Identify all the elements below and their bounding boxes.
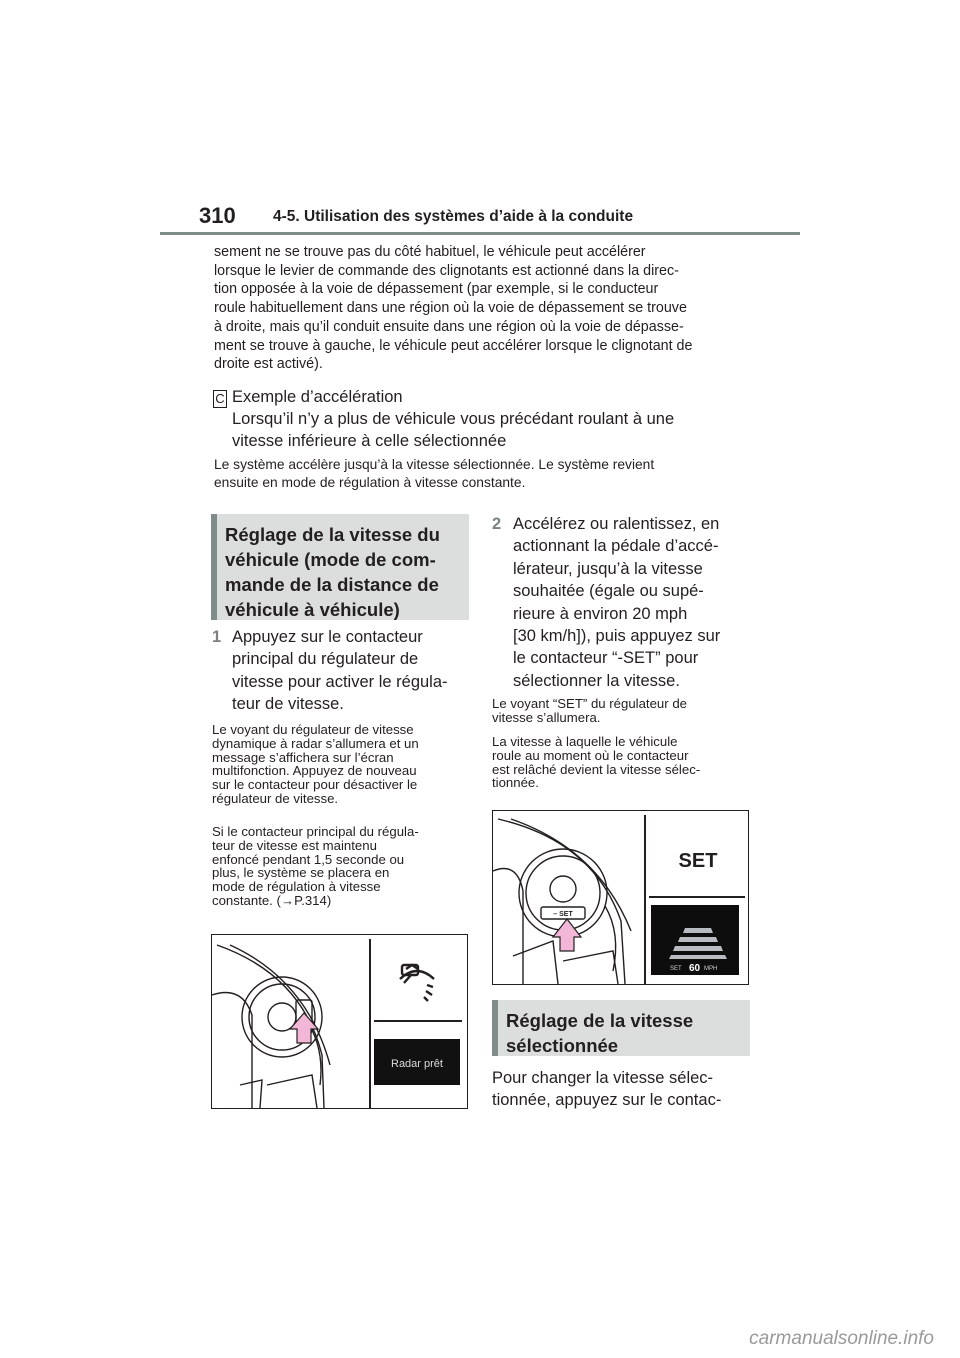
example-label-c: C bbox=[213, 390, 227, 408]
arrow-icon bbox=[290, 1013, 318, 1043]
intro-paragraph: sement ne se trouve pas du côté habituel, le véhicule peut accélérer lorsque le levier de commande des clignotants est actionné dans la direc- tion opposée à la voie de dépassement (par exemple, si le conducteur roule habituellement dans une région où la voie de dépassement se trouve à droite, mais qu’il conduit ensuite dans une région où la voie de dépasse- ment se trouve à gauche, le véhicule peut accélérer lorsque le clignotant de droite est activé). bbox=[214, 244, 693, 373]
step-2-note-b: La vitesse à laquelle le véhicule roule au moment où le contacteur est relâché devient la vitesse sélec- tionnée. bbox=[492, 734, 701, 791]
display-text-radar-ready: Radar prêt bbox=[391, 1058, 443, 1070]
set-speed-value: 60 bbox=[689, 963, 701, 974]
example-c-body: Le système accélère jusqu’à la vitesse sélectionnée. Le système revient ensuite en mode de régulation à vitesse constante. bbox=[214, 457, 655, 490]
step-1-note-a: Le voyant du régulateur de vitesse dynamique à radar s’allumera et un message s’affichera sur l’écran multifonction. Appuyez de nouveau sur le contacteur pour désactiver le régulateur de vitesse. bbox=[212, 722, 419, 806]
header-rule bbox=[160, 232, 800, 235]
arrow-icon bbox=[553, 919, 581, 951]
step-1-number: 1 bbox=[212, 628, 222, 646]
set-switch-label: – SET bbox=[553, 911, 573, 918]
steering-wheel-illustration-2 bbox=[493, 811, 748, 984]
example-c-heading: Exemple d’accélération Lorsqu’il n’y a plus de véhicule vous précédant roulant à une vitesse inférieure à celle sélectionnée bbox=[232, 388, 675, 450]
steering-wheel-illustration-1 bbox=[212, 935, 467, 1108]
step-2-number: 2 bbox=[492, 515, 502, 533]
set-indicator-text: SET bbox=[678, 850, 718, 872]
radar-cruise-icon bbox=[400, 965, 434, 1001]
set-small-label: SET bbox=[670, 966, 682, 972]
step-1-text: Appuyez sur le contacteur principal du régulateur de vitesse pour activer le régula- teur de vitesse. bbox=[232, 628, 448, 714]
section-2-text: Pour changer la vitesse sélec- tionnée, appuyez sur le contac- bbox=[492, 1069, 722, 1110]
figure-main-switch bbox=[211, 934, 468, 1109]
step-2-text: Accélérez ou ralentissez, en actionnant la pédale d’accé- lérateur, jusqu’à la vitesse souhaitée (égale ou supé- rieure à environ 20 mph [30 km/h]), puis appuyez sur le contacteur “-SET” pour sélectionner la vitesse. bbox=[513, 515, 721, 690]
section-heading-set-speed: Réglage de la vitesse sélectionnée bbox=[492, 1000, 750, 1056]
section-heading-speed-setting: Réglage de la vitesse du véhicule (mode de com- mande de la distance de véhicule à véhicule) bbox=[211, 514, 469, 620]
section-title: 4-5. Utilisation des systèmes d’aide à la conduite bbox=[273, 208, 634, 225]
figure-set-switch bbox=[492, 810, 749, 985]
watermark: carmanualsonline.info bbox=[749, 1328, 934, 1349]
page-number: 310 bbox=[199, 203, 236, 228]
speed-unit: MPH bbox=[704, 966, 718, 972]
step-2-note-a: Le voyant “SET” du régulateur de vitesse s’allumera. bbox=[492, 696, 687, 725]
step-1-note-b: Si le contacteur principal du régula- teur de vitesse est maintenu enfoncé pendant 1,5 seconde ou plus, le système se placera en mode de régulation à vitesse constante. (→P.314) bbox=[212, 824, 419, 908]
